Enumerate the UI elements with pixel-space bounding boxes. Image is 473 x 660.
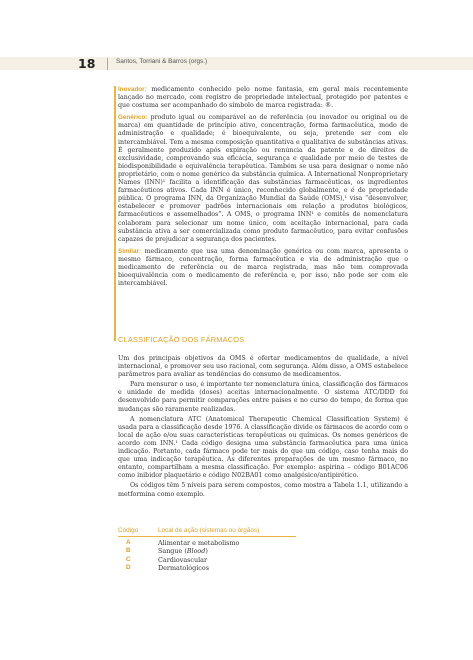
code-table-header (118, 527, 408, 535)
code-label: Cardiovascular (158, 555, 208, 564)
definitions-accent-rule (114, 86, 116, 341)
code-letter: A (126, 539, 131, 547)
paragraph: Os códigos têm 5 níveis para serem compostos, como mostra a Tabela 1.1, utilizando a metformina como exemplo. (118, 482, 408, 498)
definition-term: Similar: (118, 247, 142, 255)
code-table (118, 527, 408, 572)
definition-similar (118, 248, 408, 288)
definition-term: Inovador: (118, 86, 147, 93)
paragraph: Um dos principais objetivos da OMS é ofertar medicamentos de qualidade, a nível internacional, e promover seu uso racional, com segurança. Além disso, a OMS estabelece parâmetros para avaliar as tendências do consumo de medicamentos. (118, 355, 408, 379)
page-number: 18 (78, 56, 96, 71)
code-table-row (118, 564, 408, 572)
code-letter: B (126, 547, 131, 555)
header-band (0, 57, 473, 70)
code-table-row (118, 556, 408, 564)
location-column-header: Local de ação (sistemas ou órgãos) (158, 527, 260, 534)
definition-term: Genérico: (118, 114, 148, 122)
paragraph: Para mensurar o uso, é importante ter nomenclatura única, classificação dos fármacos e unidade de medida (doses) aceitas internacionalmente. O sistema ATC/DDD foi desenvolvido para permitir comparações entre países e no curso do tempo, de forma que mudanças são raramente realizadas. (118, 381, 408, 413)
section-title: CLASSIFICAÇÃO DOS FÁRMACOS (118, 335, 245, 344)
code-table-row (118, 547, 408, 555)
code-label: Dermatológicos (158, 563, 209, 572)
code-label: Alimentar e metabolismo (158, 539, 240, 548)
code-letter: D (126, 563, 131, 571)
definitions-block (118, 86, 408, 292)
header-divider (107, 58, 108, 70)
definition-text: medicamento conhecido pelo nome fantasia, em geral mais recentemente lançado no mercado, com registro de propriedade intelectual, protegido por patentes e que costuma ser acompanhado do símbolo de marca registrada: ®. (118, 86, 408, 110)
code-table-rule (118, 536, 296, 537)
definition-inovador (118, 86, 408, 110)
code-letter: C (126, 555, 131, 563)
paragraph: A nomenclatura ATC (Anatomical Therapeutic Chemical Classification System) é usada para a classificação desde 1976. A classificação divide os fármacos de acordo com o local de ação e/ou suas características terapêuticas ou químicas. Os nomes genéricos de acordo com INN.¹ Cada código designa uma substância farmacêutica para uma única indicação. Portanto, cada fármaco pode ter mais do que um código, caso tenha mais do que uma indicação terapêutica. As diferentes preparações de um mesmo fármaco, no entanto, compartilham a mesma classificação. Por exemplo: aspirina – código B01AC06 como inibidor plaquetário e código N02BA01 como analgésico/antipirético. (118, 415, 408, 480)
definition-text: produto igual ou comparável ao de referência (ou inovador ou original ou de marca) em quantidade de princípio ativo, concentração, forma farmacêutica, modo de administração e qualidade; é bioequivalente, ou seja, pretende ser com ele intercambiável. Tem a mesma composição quantitativa e qualitativa de substâncias ativas. É geralmente produzido após expiração ou renúncia da patente e de direitos de exclusividade, comprovando sua eficácia, segurança e qualidade por meio de testes de biodisponibilidade e equivalência terapêutica. Também se usa para designar o nome não proprietário, com o nome genérico da substância química. A International Nonproprietary Names (INN)¹ facilita a identificação das substâncias farmacêuticas, os ingredientes farmacêuticos ativos. Cada INN é único, reconhecido globalmente, e é de propriedade pública. O programa INN, da Organização Mundial da Saúde (OMS),¹ visa “desenvolver, estabelecer e promover padrões internacionais em relação a produtos biológicos, farmacêuticos e assemelhados”. A OMS, o programa INN¹ e comitês de nomenclatura colaboram para selecionar um nome único, com aceitação internacional, para cada substância ativa a ser comercializada como produto farmacêutico, para evitar confusões capazes de prejudicar a segurança dos pacientes. (118, 114, 408, 243)
definition-text: medicamento que usa uma denominação genérica ou com marca, apresenta o mesmo fármaco, concentração, forma farmacêutica e via de administração que o medicamento de referência ou de marca registrada, mas não tem comprovada bioequivalência com o medicamento de referência e, por isso, não pode ser com ele intercambiável. (118, 247, 408, 288)
code-label: Sangue (Blood) (158, 547, 208, 556)
definition-generico (118, 114, 408, 244)
code-table-row (118, 539, 408, 547)
section-body (118, 355, 408, 501)
running-title: Santos, Torriani & Barros (orgs.) (116, 58, 208, 65)
page-header (0, 57, 473, 70)
code-column-header: Código (118, 527, 139, 534)
